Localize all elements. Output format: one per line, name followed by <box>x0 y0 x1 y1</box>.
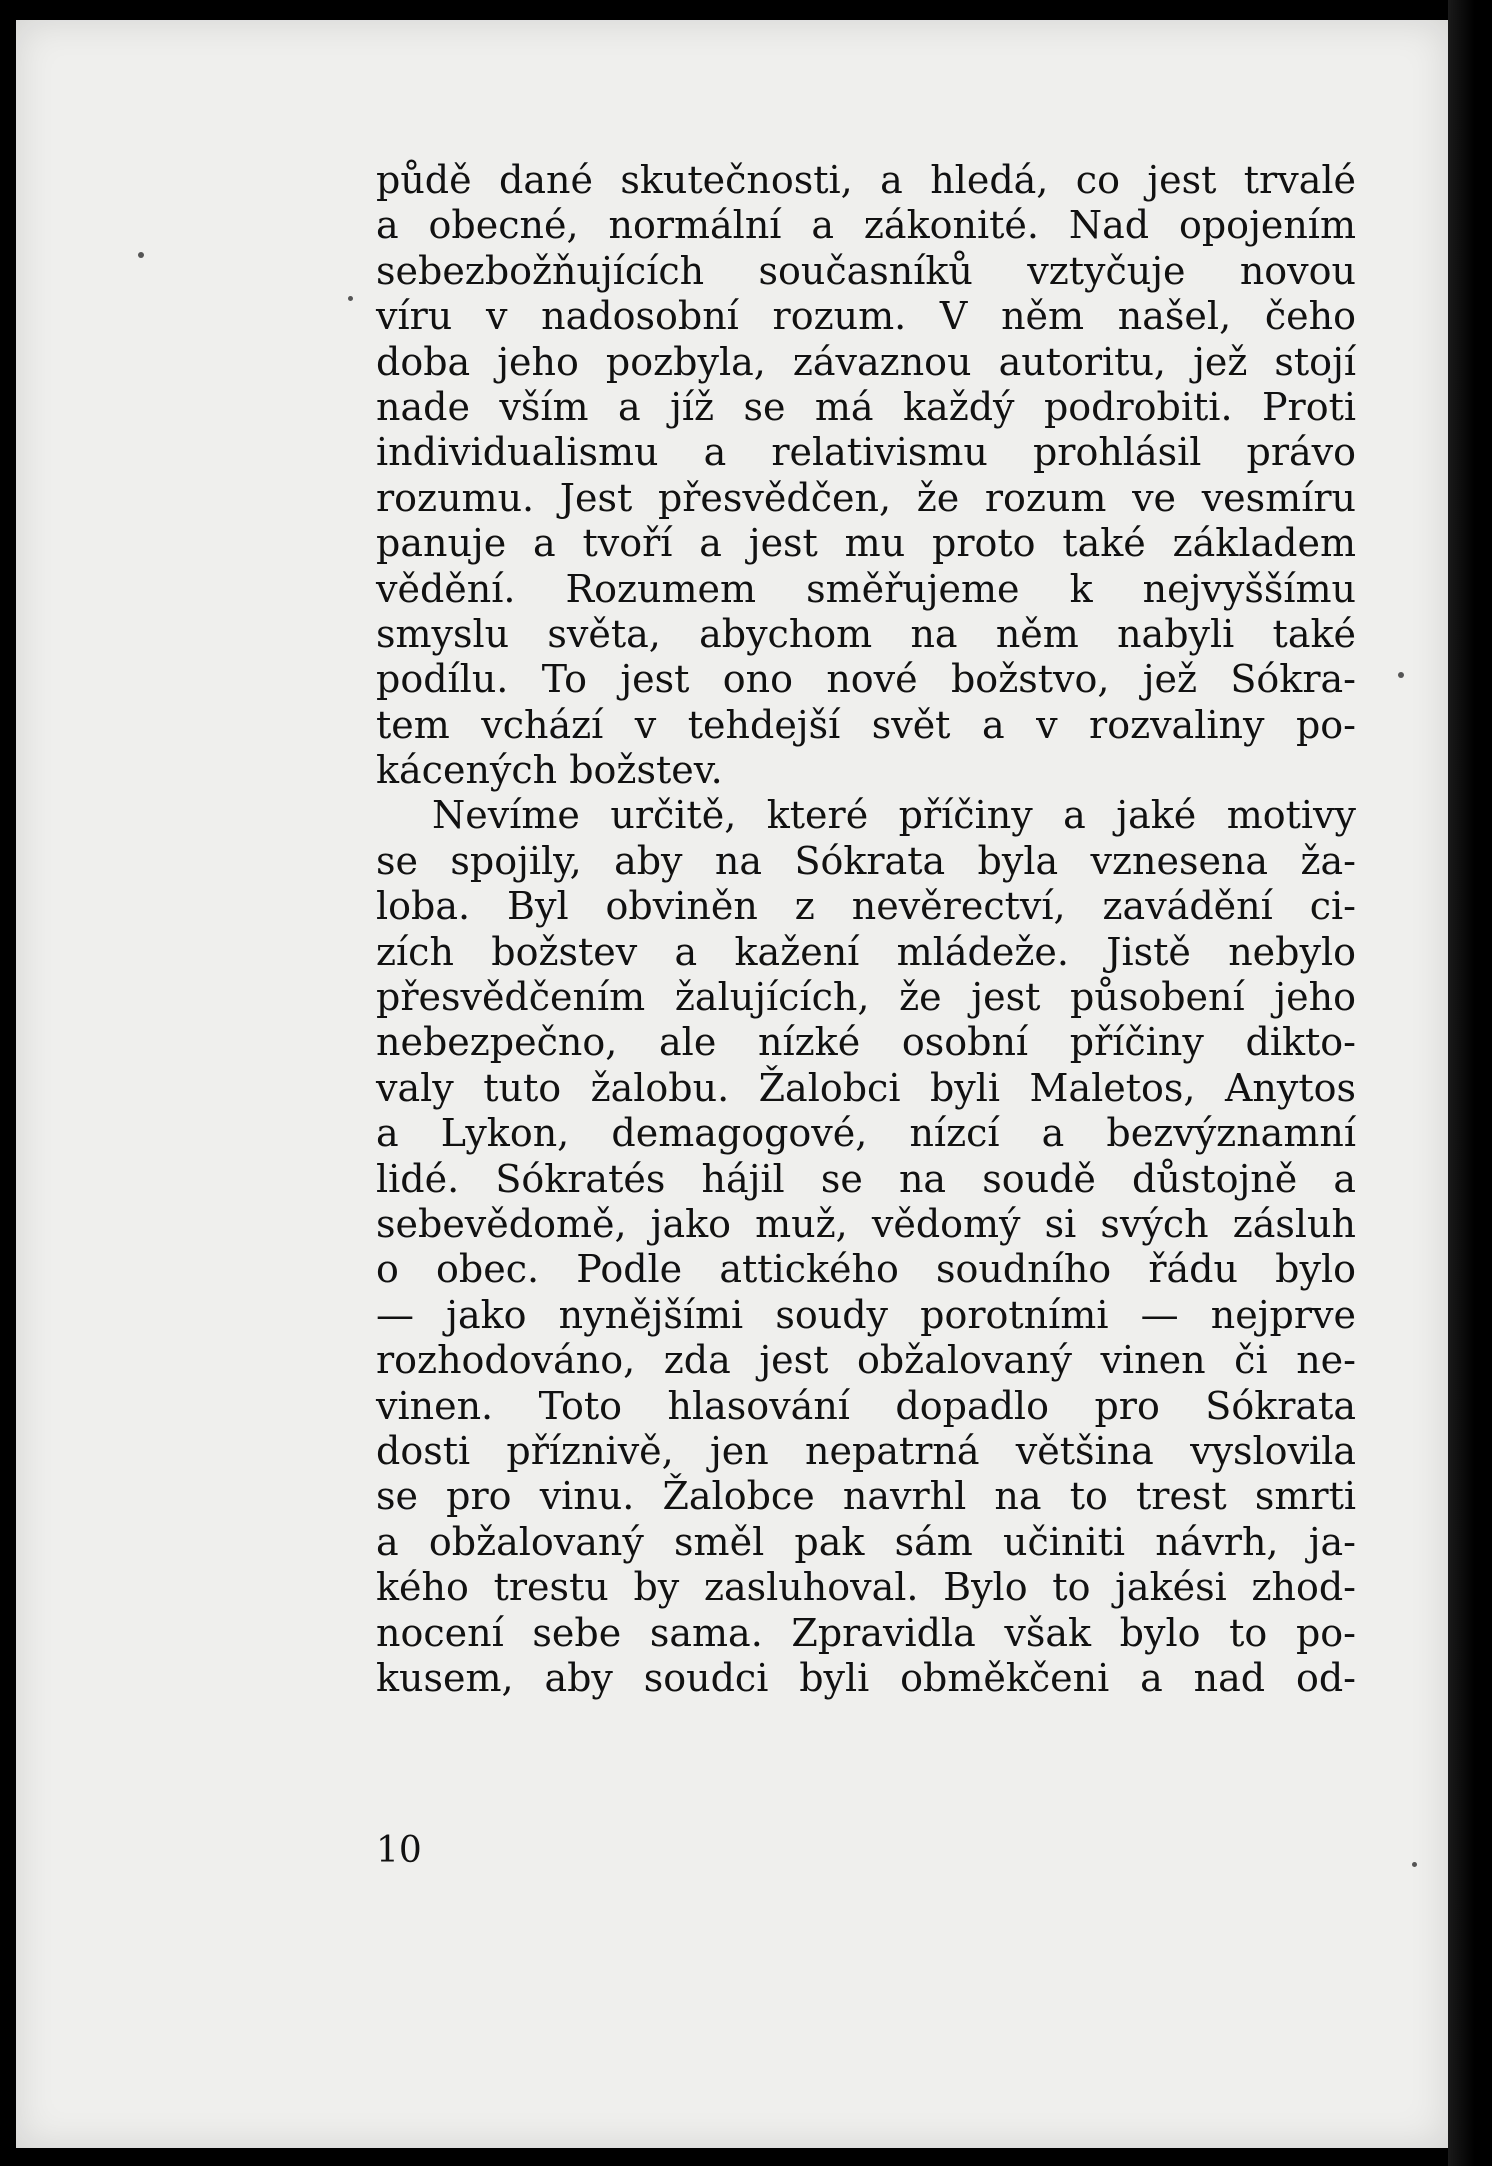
text-line: panuje a tvoří a jest mu proto také základem <box>376 521 1356 566</box>
text-line: a obžalovaný směl pak sám učiniti návrh, ja- <box>376 1519 1356 1564</box>
text-line: dosti příznivě, jen nepatrná většina vyslovila <box>376 1428 1356 1473</box>
text-line: půdě dané skutečnosti, a hledá, co jest trvalé <box>376 158 1356 202</box>
page-edge <box>1448 0 1492 2166</box>
text-line: víru v nadosobní rozum. V něm našel, čeho <box>376 294 1356 339</box>
text-line: sebezbožňujících současníků vztyčuje novou <box>376 248 1356 293</box>
text-line: nade vším a jíž se má každý podrobiti. Proti <box>376 384 1356 429</box>
dust-speck <box>348 296 353 301</box>
text-line: zích božstev a kažení mládeže. Jistě nebylo <box>376 929 1356 974</box>
text-line: se pro vinu. Žalobce navrhl na to trest smrti <box>376 1474 1356 1519</box>
text-line: vědění. Rozumem směřujeme k nejvyššímu <box>376 566 1356 611</box>
text-line: tem vchází v tehdejší svět a v rozvaliny po- <box>376 702 1356 747</box>
text-line: kusem, aby soudci byli obměkčeni a nad od- <box>376 1655 1356 1700</box>
dust-speck <box>1412 1862 1417 1867</box>
text-line: doba jeho pozbyla, závaznou autoritu, jež stojí <box>376 339 1356 384</box>
text-line: podílu. To jest ono nové božstvo, jež Sókra- <box>376 657 1356 702</box>
text-line: nebezpečno, ale nízké osobní příčiny dikto- <box>376 1020 1356 1065</box>
text-line: o obec. Podle attického soudního řádu bylo <box>376 1247 1356 1292</box>
text-line: rozumu. Jest přesvědčen, že rozum ve vesmíru <box>376 475 1356 520</box>
page-number: 10 <box>376 1830 422 1871</box>
text-line: nocení sebe sama. Zpravidla však bylo to po- <box>376 1610 1356 1655</box>
text-line: individualismu a relativismu prohlásil právo <box>376 430 1356 475</box>
text-line: a obecné, normální a zákonité. Nad opojením <box>376 203 1356 248</box>
text-line: se spojily, aby na Sókrata byla vznesena ža- <box>376 838 1356 883</box>
body-text <box>376 158 1356 1701</box>
text-line: lidé. Sókratés hájil se na soudě důstojně a <box>376 1156 1356 1201</box>
text-line: — jako nynějšími soudy porotními — nejprve <box>376 1292 1356 1337</box>
text-line: smyslu světa, abychom na něm nabyli také <box>376 611 1356 656</box>
text-line: Nevíme určitě, které příčiny a jaké motivy <box>432 793 1356 838</box>
text-line: kácených božstev. <box>376 748 723 793</box>
text-line: loba. Byl obviněn z nevěrectví, zavádění ci- <box>376 884 1356 929</box>
text-line: rozhodováno, zda jest obžalovaný vinen či ne- <box>376 1338 1356 1383</box>
text-line: kého trestu by zasluhoval. Bylo to jakési zhod- <box>376 1565 1356 1610</box>
text-line: vinen. Toto hlasování dopadlo pro Sókrata <box>376 1383 1356 1428</box>
text-line: přesvědčením žalujících, že jest působení jeho <box>376 975 1356 1020</box>
text-line: sebevědomě, jako muž, vědomý si svých zásluh <box>376 1201 1356 1246</box>
dust-speck <box>1398 672 1404 678</box>
text-line: a Lykon, demagogové, nízcí a bezvýznamní <box>376 1111 1356 1156</box>
text-line: valy tuto žalobu. Žalobci byli Maletos, Anytos <box>376 1065 1356 1110</box>
dust-speck <box>138 252 144 258</box>
